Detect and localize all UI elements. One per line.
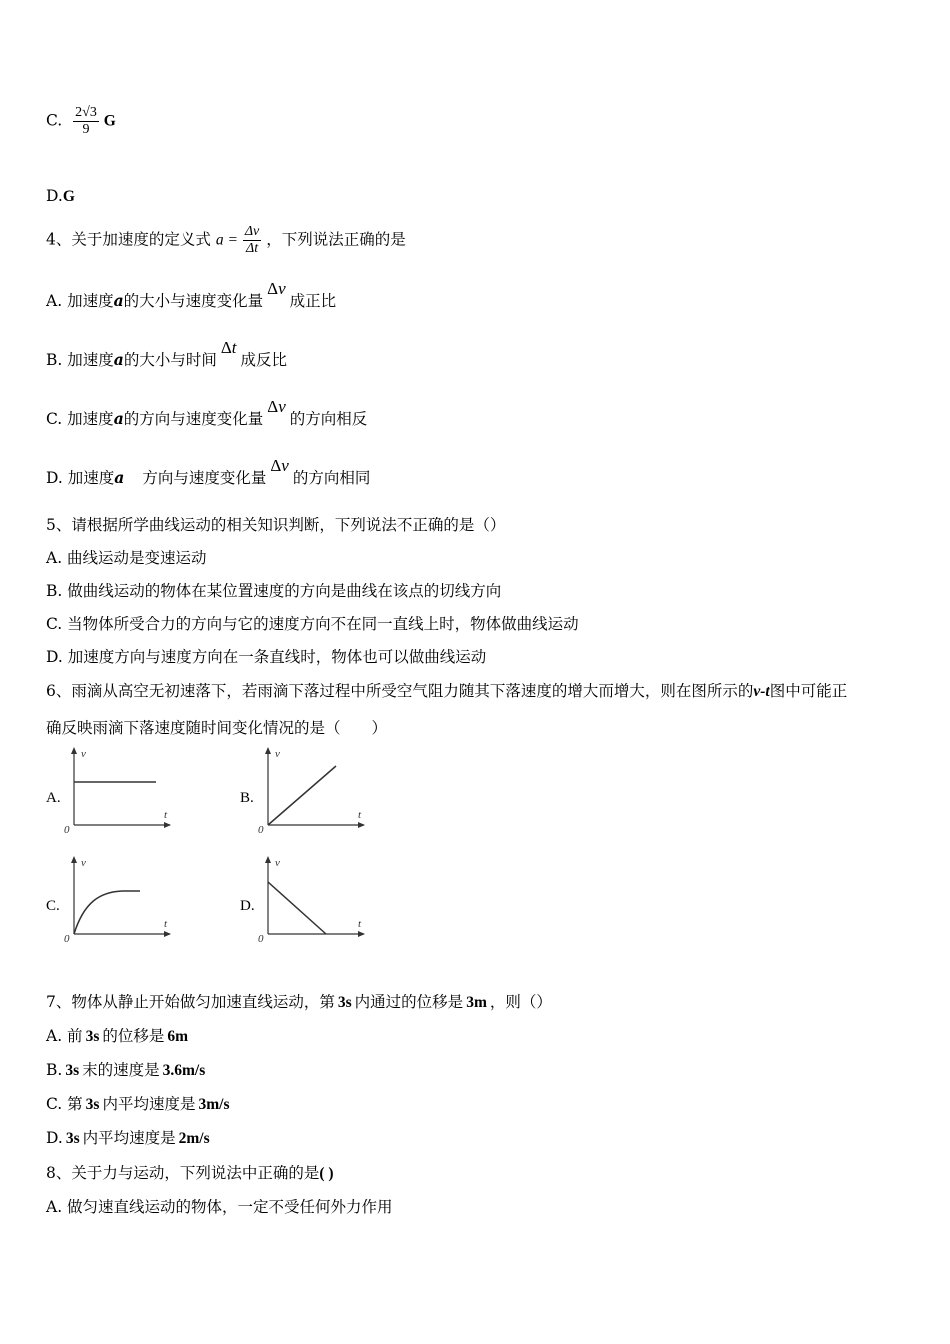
q5-option-b: B. 做曲线运动的物体在某位置速度的方向是曲线在该点的切线方向: [46, 582, 502, 600]
q7-option-c: C. 第 3s 内平均速度是 3m/s: [46, 1095, 230, 1113]
graph-a-label: A.: [46, 790, 61, 806]
q7-option-d: D. 3s 内平均速度是 2m/s: [46, 1129, 210, 1147]
formula-lhs: a =: [215, 231, 238, 249]
delta-symbol: Δv: [267, 397, 286, 416]
fraction: $\frac{2√3}{9}$: [75, 105, 97, 137]
graph-c-label: C.: [46, 898, 60, 914]
graph-b-y-axis-label: v: [275, 748, 280, 760]
graph-c-origin: 0: [64, 933, 70, 945]
graph-d-label: D.: [240, 898, 255, 914]
graph-d-curve: [268, 882, 326, 934]
q3-option-c: C. $\frac{2√3}{9}$ G: [46, 105, 116, 137]
graph-d-x-axis-label: t: [358, 918, 362, 930]
q8-option-a: A. 做匀速直线运动的物体，一定不受任何外力作用: [46, 1198, 393, 1216]
graph-c-x-axis-label: t: [164, 918, 168, 930]
graph-d-y-axis-label: v: [275, 857, 280, 869]
graph-b-origin: 0: [258, 824, 264, 836]
fraction: $\frac{\Delta v}{\Delta t}$: [244, 224, 260, 256]
q4-option-c: C. 加速度a的方向与速度变化量Δv的方向相反: [46, 397, 368, 428]
q8-stem: 8、关于力与运动，下列说法中正确的是( ): [46, 1164, 334, 1182]
graph-b-curve: [268, 766, 336, 825]
q5-option-c: C. 当物体所受合力的方向与它的速度方向不在同一直线上时，物体做曲线运动: [46, 615, 579, 633]
graph-a-origin: 0: [64, 824, 70, 836]
graph-c-y-axis-label: v: [81, 857, 86, 869]
q5-stem: 5、请根据所学曲线运动的相关知识判断，下列说法不正确的是（）: [46, 516, 506, 534]
q5-option-a: A. 曲线运动是变速运动: [46, 549, 207, 567]
graph-a-y-axis-label: v: [81, 748, 86, 760]
graph-b-label: B.: [240, 790, 254, 806]
graph-c: [60, 854, 180, 944]
delta-symbol: Δt: [220, 338, 237, 357]
graph-a-x-axis-label: t: [164, 809, 168, 821]
q4-stem: 4、关于加速度的定义式 a = $\frac{\Delta v}{\Delta t}$ ，下列说法正确的是: [46, 224, 406, 256]
q4-option-d: D. 加速度a 方向与速度变化量Δv的方向相同: [46, 456, 371, 487]
graph-d-origin: 0: [258, 933, 264, 945]
q7-stem: 7、物体从静止开始做匀加速直线运动，第 3s 内通过的位移是 3m ，则（）: [46, 993, 552, 1011]
q3-option-d: D.G: [46, 187, 75, 205]
q6-stem-line1: 6、雨滴从高空无初速落下，若雨滴下落过程中所受空气阻力随其下落速度的增大而增大，则在图所示的v-t图中可能正: [46, 682, 848, 700]
delta-symbol: Δv: [270, 456, 289, 475]
q7-option-a: A. 前 3s 的位移是 6m: [46, 1027, 189, 1045]
q4-option-a: A. 加速度a的大小与速度变化量Δv成正比: [46, 279, 337, 310]
graph-c-curve: [74, 891, 140, 934]
q7-option-b: B. 3s 末的速度是 3.6m/s: [46, 1061, 206, 1079]
graph-b: [254, 745, 374, 835]
graph-d: [254, 854, 374, 944]
q6-stem-line2: 确反映雨滴下落速度随时间变化情况的是（ ）: [46, 719, 388, 737]
delta-symbol: Δv: [267, 279, 286, 298]
q5-option-d: D. 加速度方向与速度方向在一条直线时，物体也可以做曲线运动: [46, 648, 487, 666]
q4-option-b: B. 加速度a的大小与时间Δt成反比: [46, 338, 288, 369]
graph-b-x-axis-label: t: [358, 809, 362, 821]
graph-a: [60, 745, 180, 835]
